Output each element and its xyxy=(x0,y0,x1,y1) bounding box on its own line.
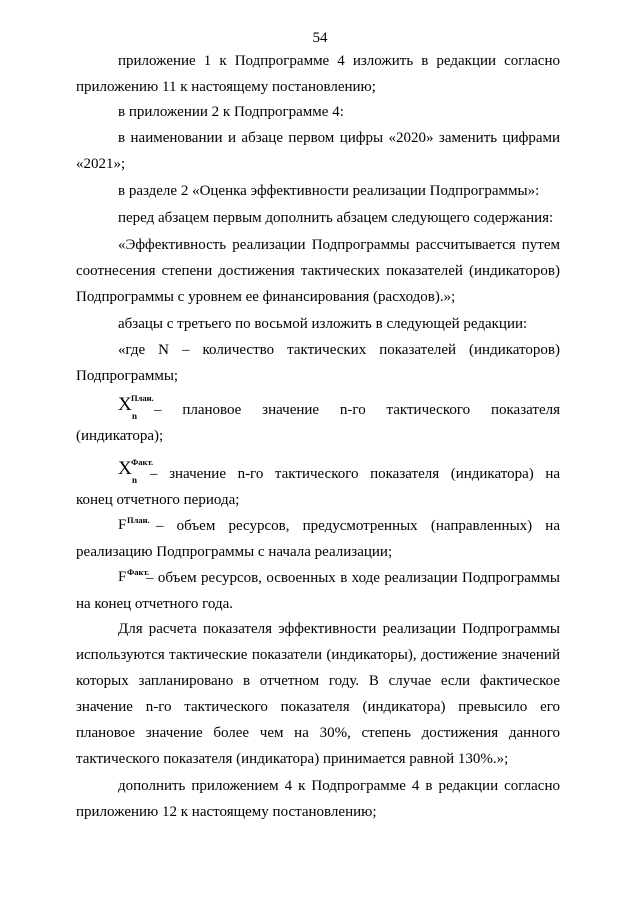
paragraph-line: Для расчета показателя эффективности реализации Подпрограммы xyxy=(118,621,560,637)
symbol-base: X xyxy=(118,458,132,479)
paragraph-line: приложение 1 к Подпрограмме 4 изложить в редакции согласно xyxy=(118,53,560,69)
page-number: 54 xyxy=(312,30,328,46)
symbol-superscript: План. xyxy=(131,393,154,403)
paragraph-12 xyxy=(76,564,560,617)
paragraph-line: – объем ресурсов, предусмотренных (направленных) на xyxy=(156,518,560,534)
symbol-superscript: Факт. xyxy=(131,457,154,467)
symbol-subscript: n xyxy=(132,475,138,485)
paragraph-line: – значение n-го тактического показателя (индикатора) на xyxy=(150,466,560,482)
paragraph-7: абзацы с третьего по восьмой изложить в следующей редакции: xyxy=(118,316,528,332)
paragraph-line: тактического показателя (индикатора) принимается равной 130%.»; xyxy=(76,751,509,767)
paragraph-line: приложению 11 к настоящему постановлению; xyxy=(76,79,376,95)
paragraph-line: Подпрограммы с уровнем ее финансирования (расходов).»; xyxy=(76,289,456,305)
symbol-superscript: Факт. xyxy=(127,567,150,577)
symbol-subscript: n xyxy=(132,411,138,421)
f-fact-symbol xyxy=(118,564,150,585)
symbol-base: X xyxy=(118,394,132,415)
paragraph-line: которых запланировано в отчетном году. В случае если фактическое xyxy=(76,673,560,689)
paragraph-line: «где N – количество тактических показателей (индикаторов) xyxy=(118,342,560,358)
paragraph-line: (индикатора); xyxy=(76,428,164,444)
paragraph-4: в разделе 2 «Оценка эффективности реализации Подпрограммы»: xyxy=(118,183,540,199)
paragraph-line: дополнить приложением 4 к Подпрограмме 4 в редакции согласно xyxy=(118,778,560,794)
paragraph-line: плановое значение более чем на 30%, степень достижения данного xyxy=(76,725,560,741)
paragraph-1 xyxy=(76,48,560,100)
paragraph-line: Подпрограммы; xyxy=(76,368,179,384)
paragraph-line: – плановое значение n-го тактического показателя xyxy=(154,402,560,418)
paragraph-8 xyxy=(76,337,560,389)
x-plan-symbol xyxy=(118,392,154,421)
symbol-base: F xyxy=(118,517,127,533)
paragraph-line: соотнесения степени достижения тактических показателей (индикаторов) xyxy=(76,263,560,279)
symbol-superscript: План. xyxy=(127,515,150,525)
paragraph-line: используются тактические показатели (индикаторы), достижение значений xyxy=(76,647,560,663)
paragraph-3 xyxy=(76,125,560,177)
paragraph-10 xyxy=(76,456,560,513)
symbol-base: F xyxy=(118,569,127,585)
paragraph-line: «2021»; xyxy=(76,156,126,172)
paragraph-line: «Эффективность реализации Подпрограммы рассчитывается путем xyxy=(118,237,560,253)
paragraph-line: конец отчетного периода; xyxy=(76,492,240,508)
paragraph-line: на конец отчетного года. xyxy=(76,596,233,612)
paragraph-line: в наименовании и абзаце первом цифры «2020» заменить цифрами xyxy=(118,130,560,146)
paragraph-14 xyxy=(76,773,560,825)
paragraph-9 xyxy=(76,392,560,449)
paragraph-line: – объем ресурсов, освоенных в ходе реализации Подпрограммы xyxy=(146,570,560,586)
paragraph-5: перед абзацем первым дополнить абзацем следующего содержания: xyxy=(118,210,554,226)
paragraph-line: значение n-го тактического показателя (индикатора) превысило его xyxy=(76,699,560,715)
paragraph-11 xyxy=(76,512,560,565)
f-plan-symbol xyxy=(118,512,150,533)
paragraph-6 xyxy=(76,232,560,310)
paragraph-line: реализацию Подпрограммы с начала реализации; xyxy=(76,544,393,560)
paragraph-line: приложению 12 к настоящему постановлению; xyxy=(76,804,377,820)
x-fact-symbol xyxy=(118,456,154,485)
paragraph-2: в приложении 2 к Подпрограмме 4: xyxy=(118,104,344,120)
paragraph-13 xyxy=(76,616,560,772)
